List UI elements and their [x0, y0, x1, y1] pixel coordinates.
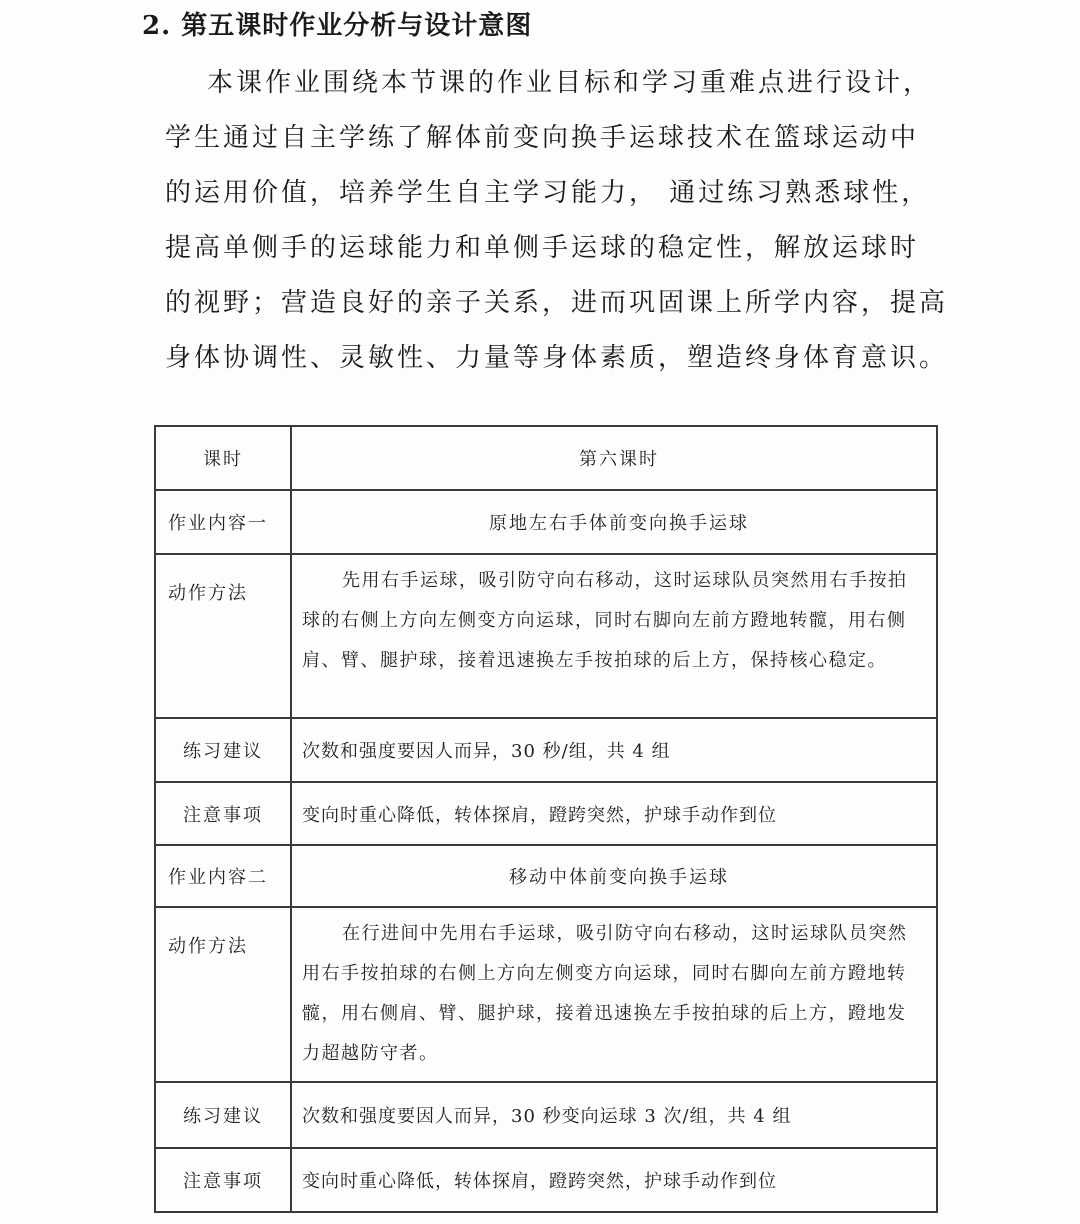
- table-row-content-one: [155, 490, 937, 554]
- table-row-method-one: [155, 554, 937, 718]
- method-two-label: 动作方法: [155, 907, 291, 1082]
- advice-one-label: 练习建议: [155, 718, 291, 782]
- design-intent-paragraph: [165, 56, 955, 386]
- paragraph-line: 提高单侧手的运球能力和单侧手运球的稳定性，解放运球时: [165, 233, 920, 263]
- table-row-advice-two: [155, 1082, 937, 1148]
- table-row-method-two: [155, 907, 937, 1082]
- paragraph-line: 学生通过自主学练了解体前变向换手运球技术在篮球运动中: [165, 123, 920, 153]
- paragraph-line: 的视野；营造良好的亲子关系，进而巩固课上所学内容，提高: [165, 288, 949, 318]
- paragraph-line: 的运用价值，培养学生自主学习能力， 通过练习熟悉球性，: [165, 178, 931, 208]
- method-one-label: 动作方法: [155, 554, 291, 718]
- lesson-label: 课时: [155, 426, 291, 490]
- notes-one-text: 变向时重心降低，转体探肩，蹬跨突然，护球手动作到位: [291, 782, 937, 845]
- method-one-text: 先用右手运球，吸引防守向右移动，这时运球队员突然用右手按拍球的右侧上方向左侧变方向运球，同时右脚向左前方蹬地转髋，用右侧肩、臂、腿护球，接着迅速换左手按拍球的后上方，保持核心稳定。: [302, 570, 908, 671]
- advice-two-text: 次数和强度要因人而异，30 秒变向运球 3 次/组，共 4 组: [291, 1082, 937, 1148]
- method-two-cell: [291, 907, 937, 1082]
- content-two-label: 作业内容二: [155, 845, 291, 907]
- advice-two-label: 练习建议: [155, 1082, 291, 1148]
- table-row-notes-two: [155, 1148, 937, 1212]
- notes-two-text: 变向时重心降低，转体探肩，蹬跨突然，护球手动作到位: [291, 1148, 937, 1212]
- table-row-notes-one: [155, 782, 937, 845]
- content-two-title: 移动中体前变向换手运球: [291, 845, 937, 907]
- table-row-advice-one: [155, 718, 937, 782]
- homework-table: [154, 425, 938, 1213]
- table-row-lesson: [155, 426, 937, 490]
- content-one-label: 作业内容一: [155, 490, 291, 554]
- notes-two-label: 注意事项: [155, 1148, 291, 1212]
- section-heading: 2. 第五课时作业分析与设计意图: [142, 11, 533, 41]
- method-two-text: 在行进间中先用右手运球，吸引防守向右移动，这时运球队员突然用右手按拍球的右侧上方向左侧变方向运球，同时右脚向左前方蹬地转髋，用右侧肩、臂、腿护球，接着迅速换左手按拍球的后上方，蹬地发力超越防守者。: [302, 923, 908, 1064]
- method-one-cell: [291, 554, 937, 718]
- notes-one-label: 注意事项: [155, 782, 291, 845]
- lesson-value: 第六课时: [291, 426, 937, 490]
- advice-one-text: 次数和强度要因人而异，30 秒/组，共 4 组: [291, 718, 937, 782]
- content-one-title: 原地左右手体前变向换手运球: [291, 490, 937, 554]
- paragraph-line: 本课作业围绕本节课的作业目标和学习重难点进行设计，: [207, 68, 933, 98]
- table-row-content-two: [155, 845, 937, 907]
- paragraph-line: 身体协调性、灵敏性、力量等身体素质，塑造终身体育意识。: [165, 343, 949, 373]
